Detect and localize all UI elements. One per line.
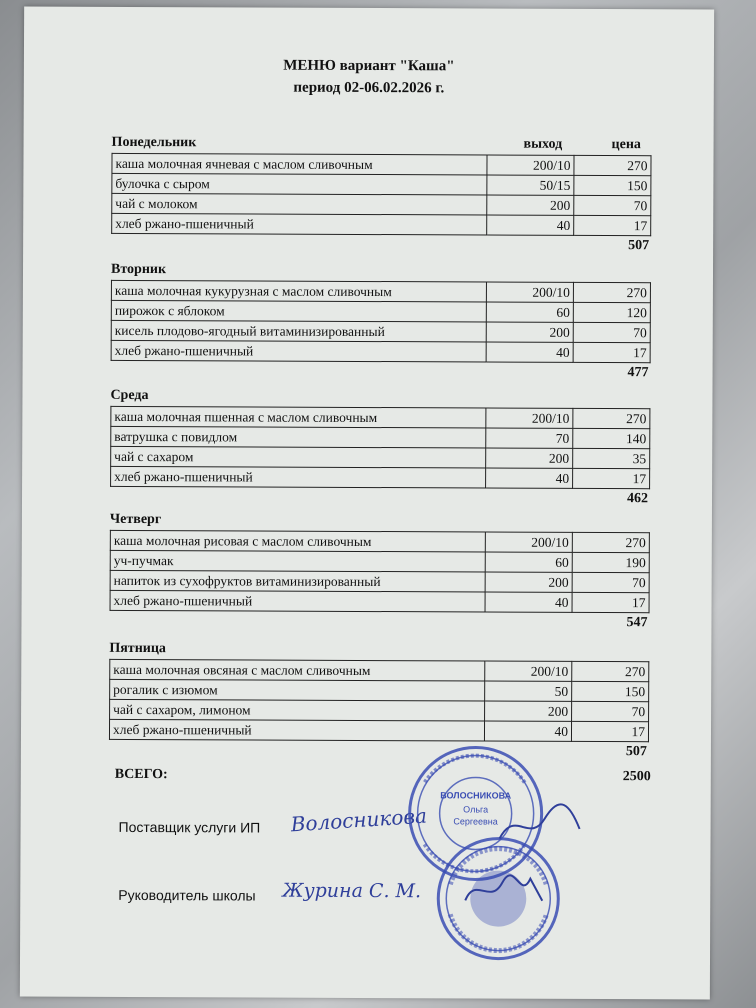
table-row [110, 679, 649, 701]
menu-table [110, 530, 650, 613]
dish-name: чай с сахаром [111, 446, 486, 468]
table-row [112, 213, 651, 235]
day-name: Вторник [110, 261, 167, 278]
grand-total-row [115, 767, 651, 785]
stamp-surname: ВОЛОСНИКОВА [440, 790, 512, 801]
dish-price: 17 [572, 592, 649, 612]
dish-output: 70 [486, 428, 573, 448]
grand-total-label: ВСЕГО: [114, 766, 168, 783]
supplier-label: Поставщик услуги ИП [118, 818, 261, 836]
dish-output: 200/10 [486, 408, 573, 428]
dish-name: каша молочная пшенная с маслом сливочным [111, 406, 486, 428]
dish-output: 200/10 [487, 155, 574, 175]
day-section [110, 388, 651, 509]
table-row [111, 340, 650, 362]
dish-name: кисель плодово-ягодный витаминизированный [111, 320, 486, 342]
day-total: 477 [627, 365, 649, 381]
dish-name: хлеб ржано-пшеничный [111, 466, 486, 488]
dish-output: 200 [486, 448, 573, 468]
dish-price: 120 [573, 302, 650, 322]
dish-output: 60 [485, 552, 572, 572]
dish-output: 200 [486, 322, 573, 342]
dish-price: 70 [572, 572, 649, 592]
dish-price: 270 [574, 155, 651, 175]
menu-table [111, 280, 651, 363]
dish-output: 40 [484, 721, 571, 741]
table-row [111, 446, 650, 468]
dish-price: 17 [573, 468, 650, 488]
dish-price: 270 [573, 408, 650, 428]
supplier-signature: Волосникова [289, 803, 428, 837]
table-row [111, 280, 650, 302]
table-row [110, 699, 649, 721]
dish-output: 50 [485, 681, 572, 701]
menu-table [111, 153, 651, 236]
stamp-first-name: Ольга [463, 804, 489, 815]
dish-output: 60 [486, 302, 573, 322]
table-row [111, 320, 650, 342]
stamp-middle-name: Сергеевна [453, 816, 498, 827]
dish-price: 150 [572, 681, 649, 701]
dish-output: 200/10 [485, 532, 572, 552]
day-heading [110, 388, 650, 408]
dish-price: 17 [574, 215, 651, 235]
dish-name: пирожок с яблоком [111, 300, 486, 322]
day-section [109, 641, 650, 762]
dish-output: 200 [485, 572, 572, 592]
table-row [112, 153, 651, 175]
table-row [112, 173, 651, 195]
table-row [109, 719, 648, 741]
day-heading [112, 135, 652, 155]
column-header-price: цена [611, 137, 641, 153]
dish-name: напиток из сухофруктов витаминизированный [110, 570, 485, 592]
day-total: 462 [626, 491, 649, 507]
director-signature-scribble [460, 870, 550, 910]
dish-name: уч-пучмак [110, 550, 485, 572]
dish-price: 150 [574, 175, 651, 195]
dish-name: чай с сахаром, лимоном [110, 699, 485, 721]
menu-sheet [20, 6, 714, 999]
table-row [111, 406, 650, 428]
dish-output: 200 [487, 195, 574, 215]
dish-price: 70 [572, 701, 649, 721]
dish-output: 200/10 [485, 661, 572, 681]
day-section [109, 512, 650, 633]
day-name: Среда [110, 387, 149, 404]
dish-name: ватрушка с повидлом [111, 426, 486, 448]
document-period: период 02-06.02.2026 г. [293, 79, 445, 97]
day-section [111, 262, 652, 383]
supplier-signature-scribble [494, 799, 584, 849]
dish-name: каша молочная ячневая с маслом сливочным [112, 153, 487, 175]
day-heading [109, 641, 649, 661]
dish-price: 270 [572, 661, 649, 681]
column-header-output: выход [523, 136, 563, 152]
dish-name: каша молочная рисовая с маслом сливочным [110, 530, 485, 552]
day-heading [110, 512, 650, 532]
table-row [111, 300, 650, 322]
dish-name: хлеб ржано-пшеничный [110, 590, 485, 612]
dish-output: 40 [487, 215, 574, 235]
table-row [111, 426, 650, 448]
day-total: 547 [626, 615, 648, 631]
director-label: Руководитель школы [118, 886, 256, 904]
dish-name: хлеб ржано-пшеничный [109, 719, 484, 741]
dish-price: 270 [573, 282, 650, 302]
table-row [110, 570, 649, 592]
table-row [111, 466, 650, 488]
table-row [110, 590, 649, 612]
day-total: 507 [628, 238, 650, 254]
day-heading [111, 262, 651, 282]
grand-total-value: 2500 [622, 769, 651, 785]
menu-table [110, 406, 650, 489]
dish-output: 40 [486, 468, 573, 488]
dish-price: 190 [572, 552, 649, 572]
dish-output: 200/10 [486, 282, 573, 302]
day-total: 507 [625, 744, 647, 760]
dish-name: хлеб ржано-пшеничный [112, 213, 487, 235]
table-row [110, 550, 649, 572]
document-title: МЕНЮ вариант "Каша" [283, 57, 455, 75]
dish-price: 35 [573, 448, 650, 468]
dish-price: 17 [571, 721, 648, 741]
table-row [110, 659, 649, 681]
dish-price: 70 [574, 195, 651, 215]
director-signature: Журина С. М. [282, 879, 422, 903]
dish-price: 270 [572, 532, 649, 552]
dish-name: чай с молоком [112, 193, 487, 215]
dish-price: 17 [573, 342, 650, 362]
dish-price: 140 [573, 428, 650, 448]
dish-price: 70 [573, 322, 650, 342]
table-row [112, 193, 651, 215]
dish-output: 200 [485, 701, 572, 721]
dish-output: 40 [486, 342, 573, 362]
dish-output: 50/15 [487, 175, 574, 195]
dish-name: хлеб ржано-пшеничный [111, 340, 486, 362]
day-section [111, 135, 652, 256]
day-name: Четверг [109, 511, 162, 528]
table-row [110, 530, 649, 552]
menu-table [109, 659, 649, 742]
day-name: Понедельник [111, 134, 197, 151]
dish-output: 40 [485, 592, 572, 612]
dish-name: булочка с сыром [112, 173, 487, 195]
dish-name: каша молочная кукурузная с маслом сливочным [111, 280, 486, 302]
dish-name: рогалик с изюмом [110, 679, 485, 701]
dish-name: каша молочная овсяная с маслом сливочным [110, 659, 485, 681]
day-name: Пятница [109, 640, 166, 657]
